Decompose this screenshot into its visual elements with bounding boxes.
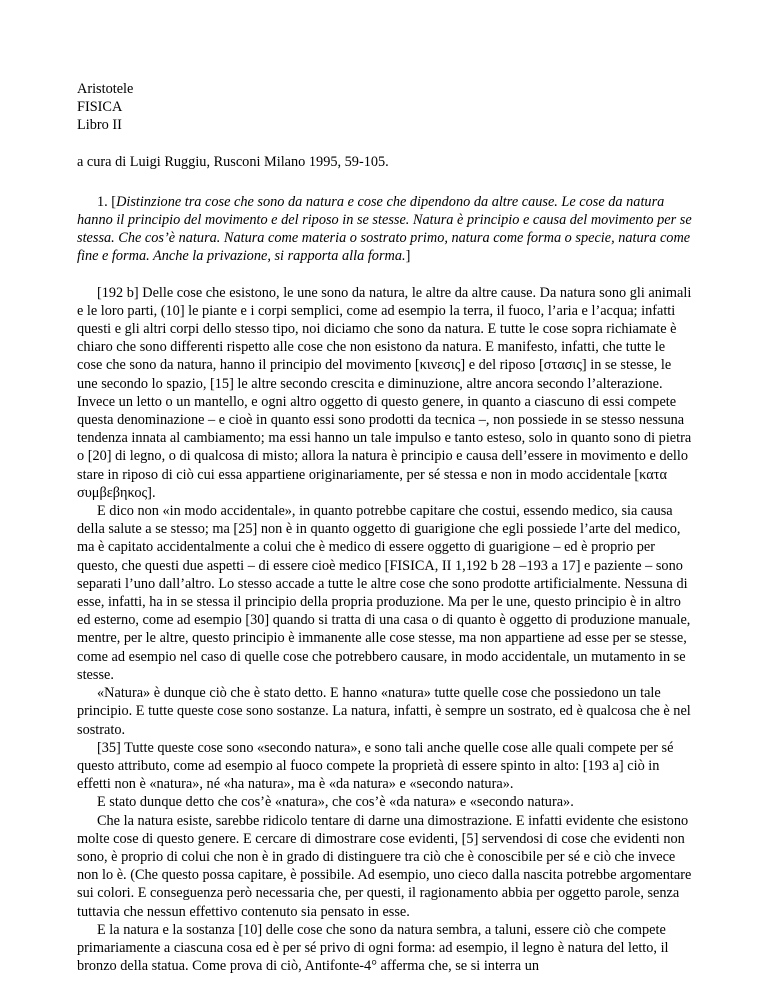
edition-line: a cura di Luigi Ruggiu, Rusconi Milano 1995, 59-105.	[77, 153, 389, 170]
paragraph-2: E dico non «in modo accidentale», in quanto potrebbe capitare che costui, essendo medico, sia causa della salute a se stesso; ma [25] non è in quanto oggetto di guarigione che egli possiede l’arte del medico, ma è capitato accidentalmente a colui che è medico di essere oggetto di guarigione – ed è proprio per questo, che questi due aspetti – di essere cioè medico [FISICA, II 1,192 b 28 –193 a 17] e paziente – sono separati l’uno dall’altro. Lo stesso accade a tutte le altre cose che sono prodotte artificialmente. Nessuna di esse, infatti, ha in se stessa il principio della propria produzione. Ma per le une, questo principio è in altro ed esterno, come ad esempio [30] quando si tratta di una casa o di quanto è oggetto di produzione manuale, mentre, per le altre, questo principio è immanente alle cose stesse, ma non appartiene ad esse per se stesse, come ad esempio nel caso di quelle cose che potrebbero causare, in modo accidentale, un mutamento in se stesse.	[77, 503, 691, 683]
document-body	[77, 80, 692, 975]
paragraph-1: [192 b] Delle cose che esistono, le une sono da natura, le altre da altre cause. Da natura sono gli animali e le loro parti, (10] le piante e i corpi semplici, come ad esempio la terra, il fuoco, l’aria e l’acqua; infatti questi e gli altri corpi dello stesso tipo, noi diciamo che sono da natura. E tutte le cose sopra richiamate è chiaro che sono differenti rispetto alle cose che non esistono da natura. E manifesto, infatti, che tutte le cose che sono da natura, hanno il principio del movimento [κινεσις] e del riposo [στασις] in se stesse, le une secondo lo spazio, [15] le altre secondo crescita e diminuzione, altre ancora secondo l’alterazione. Invece un letto o un mantello, e ogni altro oggetto di questo genere, in quanto a ciascuno di essi compete questa denominazione – e cioè in quanto essi sono prodotti da tecnica –, non possiede in se stesso nessuna tendenza innata al cambiamento; ma essi hanno un tale impulso e tanto esteso, solo in quanto sono di pietra o [20] di legno, o di qualcosa di misto; allora la natura è principio e causa dell’essere in movimento e dello stare in riposo di ciò cui essa appartiene originariamente, per sé stessa e non in modo accidentale [κατα συμβεβηκος].	[77, 284, 692, 501]
paragraph-5: E stato dunque detto che cos’è «natura», che cos’è «da natura» e «secondo natura».	[97, 794, 574, 811]
paragraph-4: [35] Tutte queste cose sono «secondo natura», e sono tali anche quelle cose alle quali compete per sé questo attributo, come ad esempio al fuoco compete la proprietà di essere spinto in alto: [193 a] ciò in effetti non è «natura», né «ha natura», ma è «da natura» e «secondo natura».	[77, 739, 674, 793]
paragraph-6: Che la natura esiste, sarebbe ridicolo tentare di darne una dimostrazione. E infatti evidente che esistono molte cose di questo genere. E cercare di dimostrare cose evidenti, [5] servendosi di cose che evidenti non sono, è proprio di colui che non è in grado di distinguere tra ciò che è conoscibile per sé e ciò che invece non lo è. (Che questo possa capitare, è possibile. Ad esempio, uno cieco dalla nascita potrebbe argomentare sui colori. E conseguenza però necessaria che, per questi, il ragionamento abbia per oggetto parole, senza tuttavia che nessun effettivo contenuto sia pensato in esse.	[77, 812, 692, 920]
section-close: ]	[405, 248, 411, 265]
section-summary-text: Distinzione tra cose che sono da natura e cose che dipendono da altre cause. Le cose da natura hanno il principio del movimento e del riposo in se stesse. Natura è principio e causa del movimento per se stessa. Che cos’è natura. Natura come materia o sostrato primo, natura come forma o specie, natura come fine e forma. Anche la privazione, si rapporta alla forma.	[77, 193, 692, 265]
section-number: 1. [	[97, 193, 117, 210]
book-line: Libro II	[77, 117, 122, 134]
section-summary	[77, 193, 692, 266]
paragraph-3: «Natura» è dunque ciò che è stato detto. E hanno «natura» tutte quelle cose che possiedono un tale principio. E tutte queste cose sono sostanze. La natura, infatti, è sempre un sostrato, ed è qualcosa che è nel sostrato.	[77, 685, 691, 738]
author-line: Aristotele	[77, 81, 134, 97]
paragraph-7: E la natura e la sostanza [10] delle cose che sono da natura sembra, a taluni, essere ciò che compete primariamente a ciascuna cosa ed è per sé privo di ogni forma: ad esempio, il legno è natura del letto, il bronzo della statua. Come prova di ciò, Antifonte-4° afferma che, se si interra un	[77, 921, 669, 975]
work-title: FISICA	[77, 99, 123, 116]
